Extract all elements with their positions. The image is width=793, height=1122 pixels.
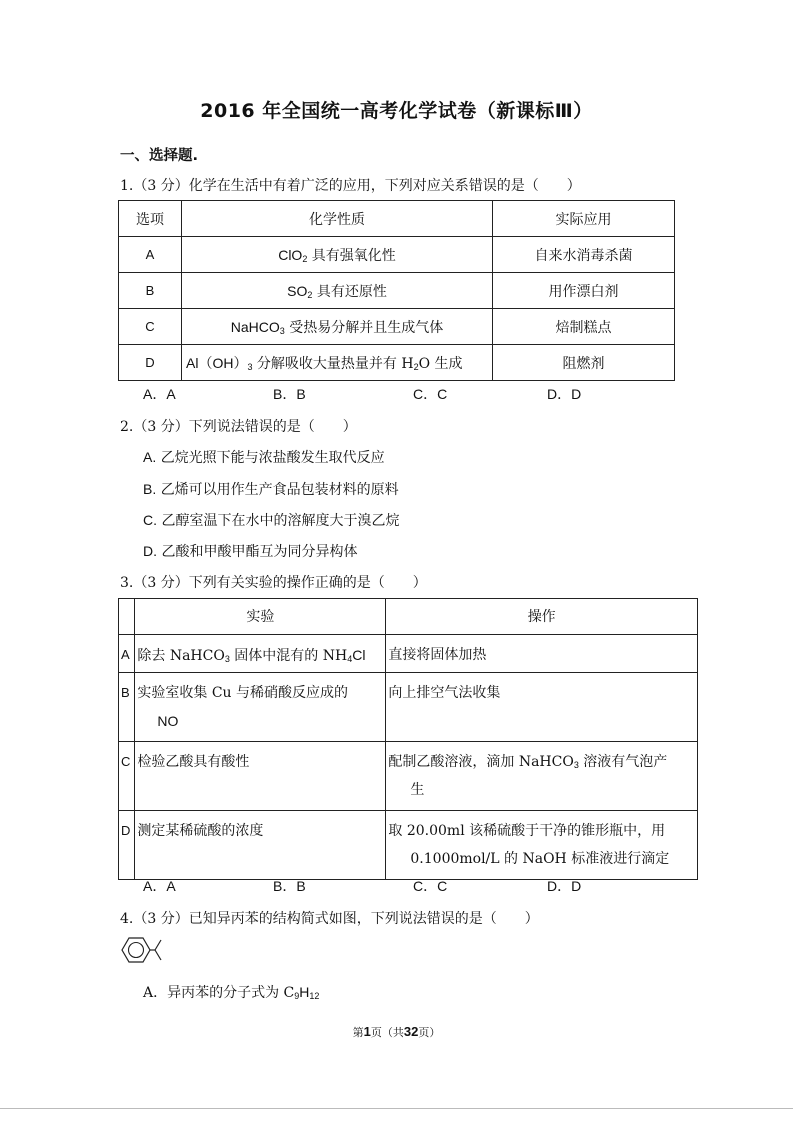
- question-score: （3 分）: [133, 575, 189, 591]
- option-d[interactable]: D. 乙酸和甲酸甲酯互为同分异构体: [143, 543, 358, 560]
- header-cell: 实验: [135, 599, 386, 635]
- question-3: [120, 572, 427, 592]
- experiment-cell: 实验室收集 Cu 与稀硝酸反应成的 NO: [135, 673, 386, 742]
- option-cell: A: [119, 237, 182, 273]
- choice-a[interactable]: A．A: [143, 878, 176, 894]
- option-cell: D: [119, 345, 182, 381]
- choice-b[interactable]: B．B: [273, 878, 306, 894]
- header-cell: 化学性质: [182, 201, 493, 237]
- question-number: 3.: [120, 575, 134, 591]
- question-score: （3 分）: [133, 419, 189, 435]
- option-c[interactable]: C. 乙醇室温下在水中的溶解度大于溴乙烷: [143, 512, 400, 529]
- choice-b[interactable]: B．B: [273, 386, 306, 402]
- choice-c[interactable]: C．C: [413, 386, 448, 402]
- experiment-cell: 检验乙酸具有酸性: [135, 742, 386, 811]
- page-bottom-divider: [0, 1108, 793, 1109]
- operation-cell: 直接将固体加热: [386, 635, 698, 673]
- table-row: [119, 345, 675, 381]
- isopropylbenzene-structure-icon: [118, 932, 162, 970]
- application-cell: 阻燃剂: [493, 345, 675, 381]
- exam-title: 2016 年全国统一高考化学试卷（新课标Ⅲ）: [200, 100, 593, 122]
- question-4: [120, 908, 539, 928]
- table-row: [119, 635, 698, 673]
- header-cell: 选项: [119, 201, 182, 237]
- experiment-cell: 除去 NaHCO$_3$ 固体中混有的 $NH_4Cl$: [135, 635, 386, 673]
- header-cell: 操作: [386, 599, 698, 635]
- question-number: 1.: [120, 178, 134, 194]
- choice-d[interactable]: D．D: [547, 386, 582, 402]
- question-score: （3 分）: [133, 911, 189, 927]
- property-cell: $Al(OH)_3$ 分解吸收大量热量并有 $H_2O$ 生成: [182, 345, 493, 381]
- operation-cell: 取 20.00ml 该稀硫酸于干净的锥形瓶中，用 0.1000mol/L 的 NaOH 标准液进行滴定: [386, 811, 698, 880]
- table-header-row: [119, 599, 698, 635]
- option-b[interactable]: B. 乙烯可以用作生产食品包装材料的原料: [143, 481, 399, 498]
- option-a[interactable]: A．异丙苯的分子式为 $C_9H_{12}$: [143, 984, 320, 1001]
- question-1: [120, 175, 581, 195]
- option-cell: C: [119, 742, 135, 811]
- property-cell: $SO_2$ 具有还原性: [182, 273, 493, 309]
- q1-table: [118, 200, 675, 381]
- question-2: [120, 416, 357, 436]
- question-text: 化学在生活中有着广泛的应用，下列对应关系错误的是（ ）: [188, 178, 581, 194]
- table-row: [119, 273, 675, 309]
- question-number: 4.: [120, 911, 134, 927]
- choice-d[interactable]: D．D: [547, 878, 582, 894]
- application-cell: 焙制糕点: [493, 309, 675, 345]
- property-cell: NaHCO$_3$ 受热易分解并且生成气体: [182, 309, 493, 345]
- table-row: [119, 309, 675, 345]
- choice-a[interactable]: A．A: [143, 386, 176, 402]
- table-row: [119, 237, 675, 273]
- application-cell: 用作漂白剂: [493, 273, 675, 309]
- experiment-cell: 测定某稀硫酸的浓度: [135, 811, 386, 880]
- option-cell: A: [119, 635, 135, 673]
- operation-cell: 向上排空气法收集: [386, 673, 698, 742]
- property-cell: ClO$_2$ 具有强氧化性: [182, 237, 493, 273]
- option-a[interactable]: A. 乙烷光照下能与浓盐酸发生取代反应: [143, 449, 385, 466]
- option-cell: B: [119, 273, 182, 309]
- table-row: [119, 673, 698, 742]
- page-footer: 第1页（共32页）: [352, 1024, 441, 1039]
- question-text: 下列说法错误的是（ ）: [188, 419, 357, 435]
- option-cell: D: [119, 811, 135, 880]
- option-cell: B: [119, 673, 135, 742]
- table-row: [119, 811, 698, 880]
- question-number: 2.: [120, 419, 134, 435]
- table-row: [119, 742, 698, 811]
- table-header-row: [119, 201, 675, 237]
- application-cell: 自来水消毒杀菌: [493, 237, 675, 273]
- question-text: 下列有关实验的操作正确的是（ ）: [188, 575, 427, 591]
- q3-table: [118, 598, 698, 880]
- choice-c[interactable]: C．C: [413, 878, 448, 894]
- header-cell: 实际应用: [493, 201, 675, 237]
- option-cell: C: [119, 309, 182, 345]
- question-score: （3 分）: [133, 178, 189, 194]
- question-text: 已知异丙苯的结构简式如图，下列说法错误的是（ ）: [188, 911, 539, 927]
- operation-cell: 配制乙酸溶液，滴加 NaHCO$_3$ 溶液有气泡产 生: [386, 742, 698, 811]
- section-heading: 一、选择题.: [120, 148, 199, 164]
- header-cell: [119, 599, 135, 635]
